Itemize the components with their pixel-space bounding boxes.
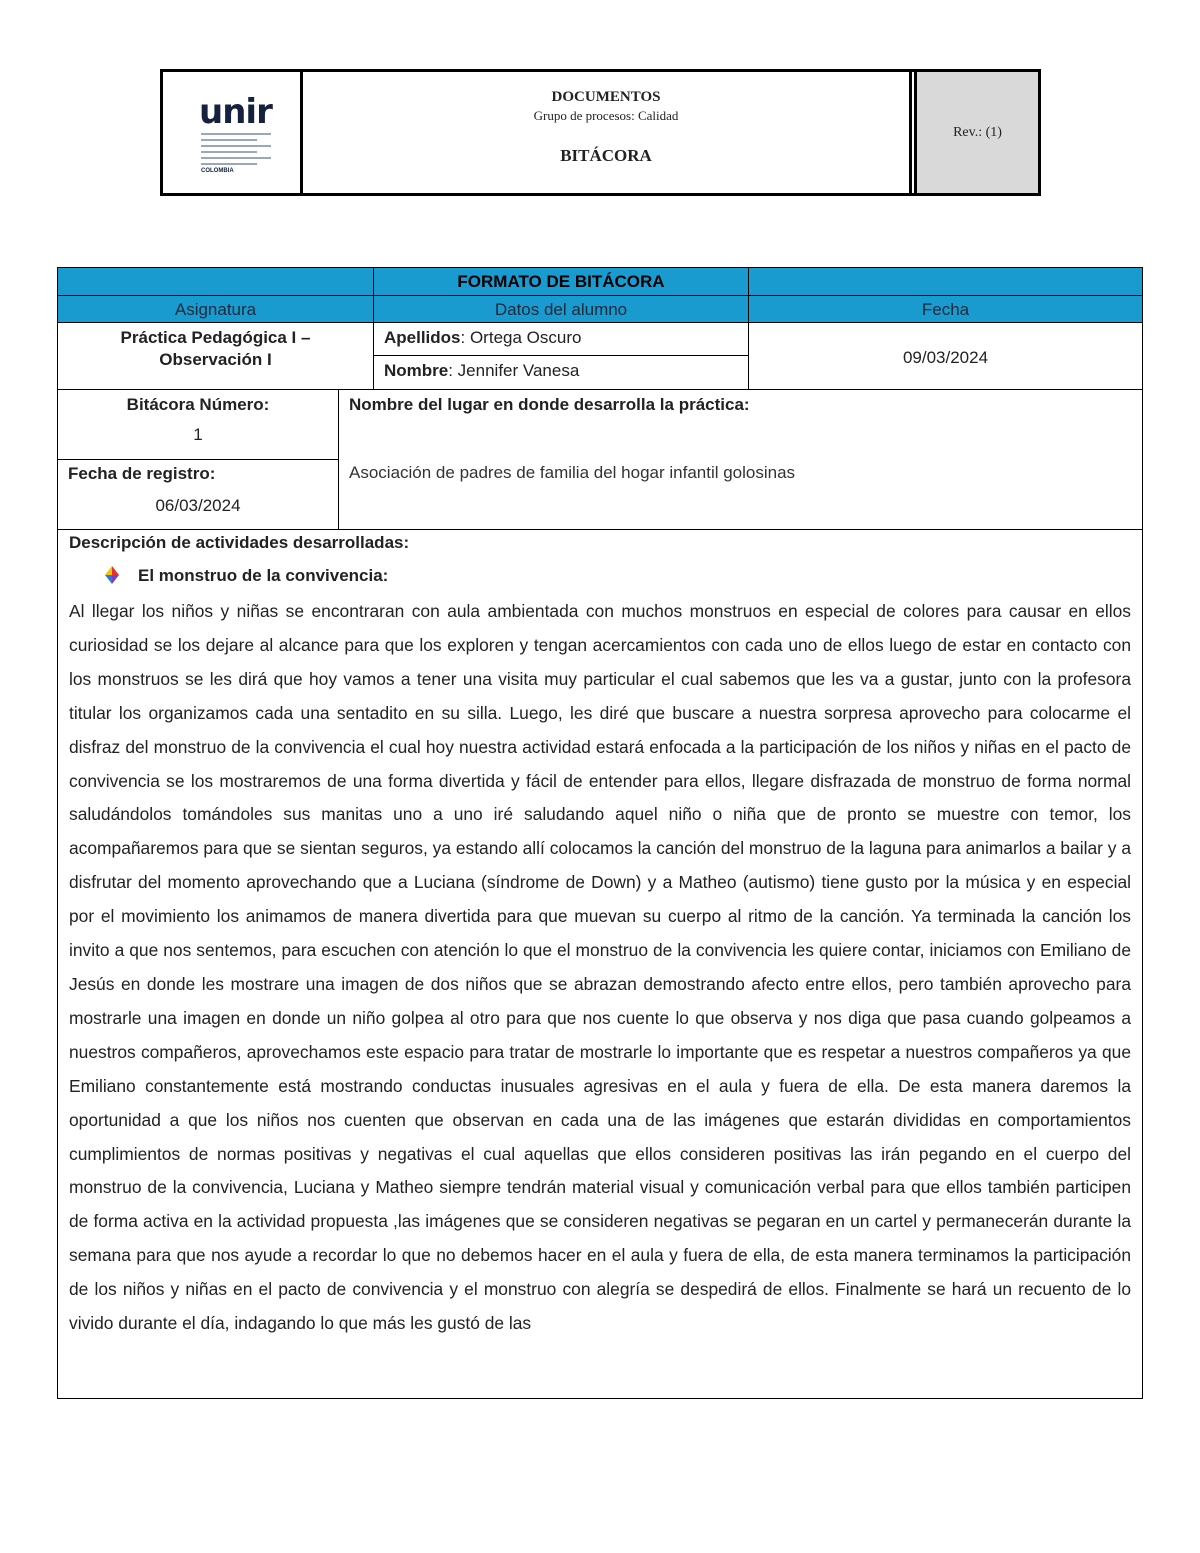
description-heading: Descripción de actividades desarrolladas:	[69, 533, 410, 552]
name-cell	[373, 355, 749, 390]
log-number-label: Bitácora Número:	[126, 395, 270, 414]
col-student: Datos del alumno	[373, 295, 749, 323]
place-label: Nombre del lugar en donde desarrolla la práctica:	[349, 395, 750, 414]
name-label: Nombre	[384, 361, 449, 380]
record-date-cell	[57, 459, 339, 530]
surname-label: Apellidos	[384, 328, 461, 347]
form-title: FORMATO DE BITÁCORA	[373, 267, 749, 296]
activity-body: Al llegar los niños y niñas se encontraran con aula ambientada con muchos monstruos en especial de colores para causar en ellos curiosidad se los dejare al alcance para que los exploren y tengan acercamientos con cada uno de ellos luego de estar en contacto con los monstruos se les dirá que hoy vamos a tener una visita muy particular el cual sabemos que les va a gustar, junto con la profesora titular los organizamos cada una sentadito en su silla. Luego, les diré que buscare a nuestra sorpresa aprovecho para colocarme el disfraz del monstruo de la convivencia el cual hoy nuestra actividad estará enfocada a la participación de los niños y niñas en el pacto de convivencia se los mostraremos de una forma divertida y fácil de entender para ellos, llegare disfrazada de monstruo de forma normal saludándolos tomándoles sus manitas uno a uno iré saludando aquel niño o niña que de pronto se muestre con temor, los acompañaremos para que se sientan seguros, ya estando allí colocamos la canción del monstruo de la laguna para animarlos a bailar y a disfrutar del momento aprovechando que a Luciana (síndrome de Down) y a Matheo (autismo) tiene gusto por la música y en especial por el movimiento los animamos de manera divertida para que muevan su cuerpo al ritmo de la canción. Ya terminada la canción los invito a que nos sentemos, para escuchen con atención lo que el monstruo de la convivencia les quiere contar, iniciamos con Emiliano de Jesús en donde les mostrare una imagen de dos niños que se abrazan demostrando afecto entre ellos, pero también aprovecho para mostrarle una imagen en donde un niño golpea al otro para que nos cuente lo que observa y nos diga que pasa cuando golpeamos a nuestros compañeros, aprovechamos este espacio para tratar de mostrarle lo importante que es respetar a nuestros compañeros ya que Emiliano constantemente está mostrando conductas inusuales agresivas en el aula y fuera de ella. De esta manera daremos la oportunidad a que los niños nos cuenten que observan en cada una de las imágenes que estarán divididas en comportamientos cumplimientos de normas positivas y negativas el cual aquellas que ellos consideren positivas las irán pegando en el cuerpo del monstruo de la convivencia, Luciana y Matheo siempre tendrán material visual y comunicación verbal para que ellos también participen de forma activa en la actividad propuesta ,las imágenes que se consideren negativas se pegaran en un cartel y permanecerán durante la semana para que nos ayude a recordar lo que no debemos hacer en el aula y fuera de ella, de esta manera terminamos la participación de los niños y niñas en el pacto de convivencia y el monstruo con alegría se despedirá de ellos. Finalmente se hará un recuento de lo vivido durante el día, indagando lo que más les gustó de las	[69, 601, 1131, 1334]
log-number-value: 1	[193, 425, 203, 444]
document-header	[160, 69, 1041, 196]
subject-value	[57, 322, 374, 390]
activities-description	[57, 529, 1143, 1399]
record-date-label: Fecha de registro:	[68, 464, 216, 483]
title-right-blank	[748, 267, 1143, 296]
logo-country: COLOMBIA	[201, 168, 234, 174]
place-cell	[338, 389, 1143, 530]
diamond-bullet-icon	[104, 566, 120, 584]
subject-text: Práctica Pedagógica I – Observación I	[120, 328, 311, 369]
header-title-block	[303, 72, 912, 193]
title-left-blank	[57, 267, 374, 296]
record-date-value: 06/03/2024	[155, 496, 241, 515]
col-date: Fecha	[748, 295, 1143, 323]
activity-title: El monstruo de la convivencia:	[138, 566, 389, 585]
surname-value: : Ortega Oscuro	[460, 328, 582, 347]
doc-group: Grupo de procesos: Calidad	[533, 108, 679, 123]
col-subject: Asignatura	[57, 295, 374, 323]
surname-cell	[373, 322, 749, 356]
doc-name: BITÁCORA	[560, 146, 652, 165]
place-value: Asociación de padres de familia del hogar infantil golosinas	[349, 463, 796, 482]
logo-tagline	[201, 133, 271, 169]
logo-wordmark: unir	[199, 92, 272, 132]
log-number-cell	[57, 389, 339, 460]
unir-logo	[163, 72, 303, 193]
doc-title: DOCUMENTOS	[551, 89, 661, 105]
revision-label: Rev.: (1)	[953, 124, 1002, 140]
name-value: : Jennifer Vanesa	[448, 361, 580, 380]
date-value: 09/03/2024	[748, 322, 1143, 390]
revision-box	[914, 72, 1038, 193]
